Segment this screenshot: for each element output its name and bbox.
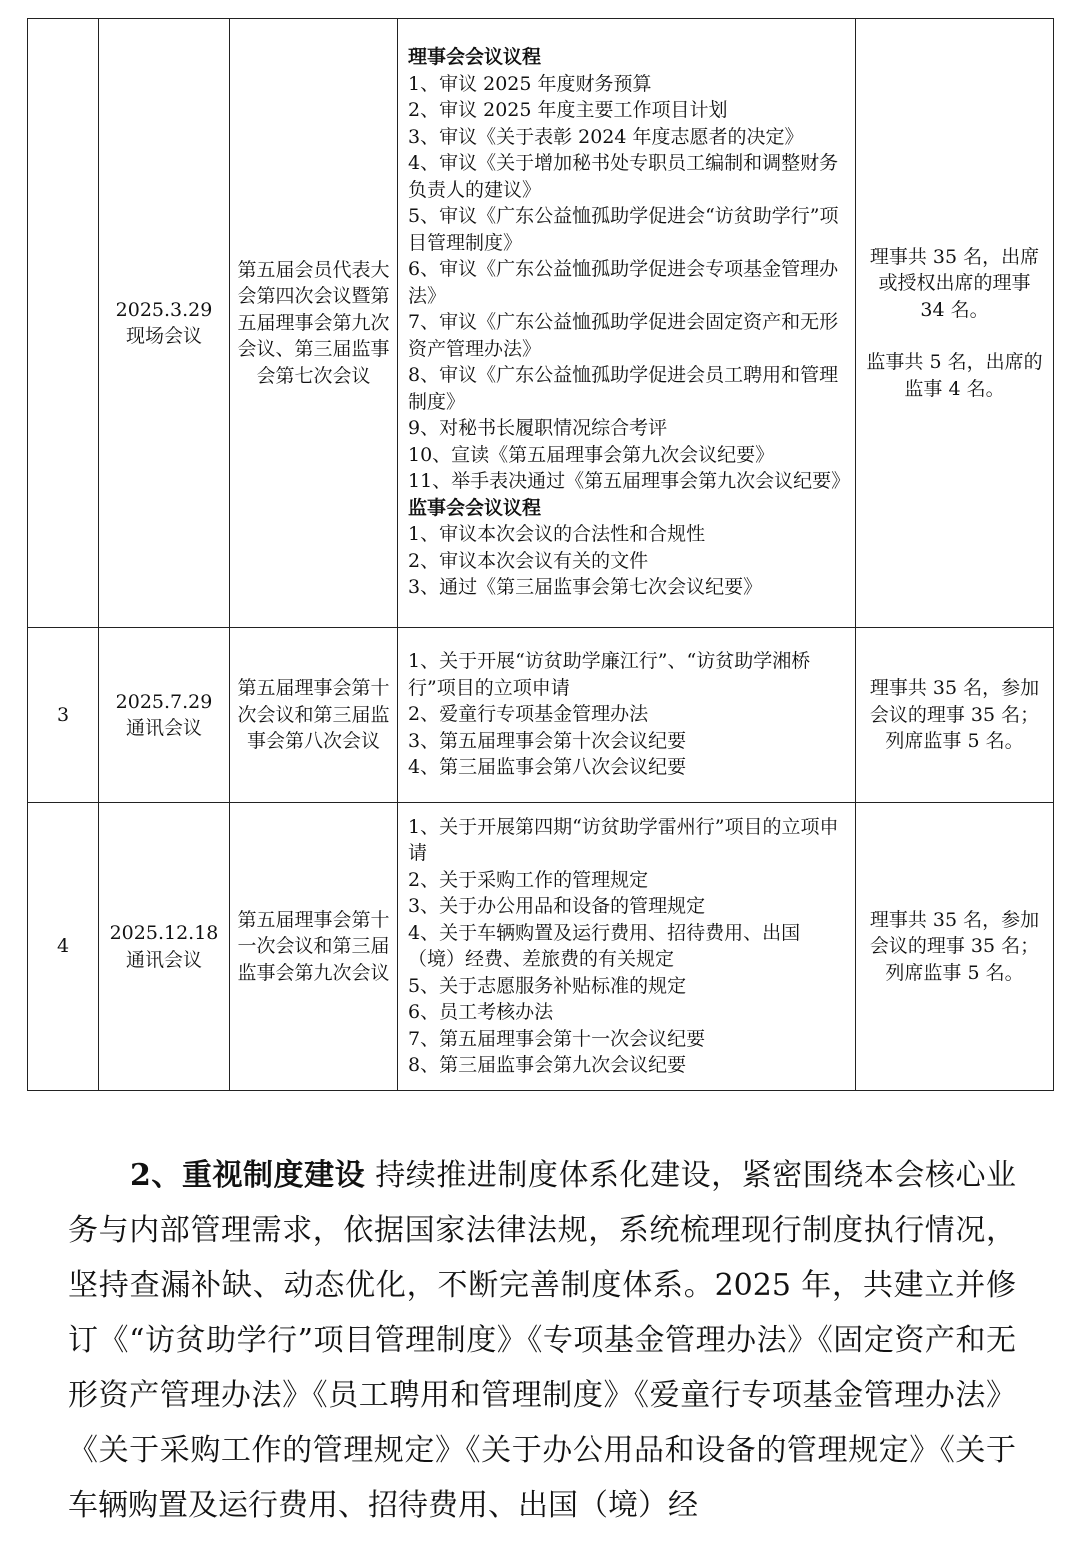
agenda-item: 5、审议《广东公益恤孤助学促进会“访贫助学行”项目管理制度》 — [408, 205, 839, 254]
meeting-name: 第五届会员代表大会第四次会议暨第五届理事会第九次会议、第三届监事会第七次会议 — [230, 19, 398, 628]
agenda-item: 3、关于办公用品和设备的管理规定 — [408, 895, 706, 917]
agenda-item: 9、对秘书长履职情况综合考评 — [408, 417, 668, 440]
table-row — [28, 628, 1054, 803]
agenda-item: 3、第五届理事会第十次会议纪要 — [408, 729, 687, 752]
meeting-date-cell — [99, 628, 230, 803]
attendance-text: 理事共 35 名，参加会议的理事 35 名；列席监事 5 名。 — [869, 677, 1040, 753]
agenda-item: 3、审议《关于表彰 2024 年度志愿者的决定》 — [408, 125, 804, 148]
agenda-item: 1、关于开展第四期“访贫助学雷州行”项目的立项申请 — [408, 815, 839, 864]
table-row — [28, 803, 1054, 1091]
meeting-date-cell — [99, 19, 230, 628]
agenda-cell — [398, 19, 856, 628]
table-row — [28, 19, 1054, 628]
meeting-date: 2025.7.29 — [115, 690, 213, 713]
agenda-item: 6、员工考核办法 — [408, 1001, 554, 1023]
agenda-item: 3、通过《第三届监事会第七次会议纪要》 — [408, 576, 763, 599]
agenda-item: 10、宣读《第五届理事会第九次会议纪要》 — [408, 443, 775, 466]
agenda-heading: 理事会会议议程 — [408, 46, 542, 69]
agenda-item: 4、审议《关于增加秘书处专职员工编制和调整财务负责人的建议》 — [408, 152, 839, 201]
section-paragraph — [68, 1148, 1016, 1533]
agenda-item: 4、第三届监事会第八次会议纪要 — [408, 756, 687, 779]
agenda-item: 8、第三届监事会第九次会议纪要 — [408, 1054, 687, 1076]
agenda-item: 11、举手表决通过《第五届理事会第九次会议纪要》 — [408, 470, 851, 493]
meeting-name: 第五届理事会第十次会议和第三届监事会第八次会议 — [230, 628, 398, 803]
agenda-item: 5、关于志愿服务补贴标准的规定 — [408, 974, 687, 997]
row-index: 3 — [28, 628, 99, 803]
row-index — [28, 19, 99, 628]
agenda-item: 6、审议《广东公益恤孤助学促进会专项基金管理办法》 — [408, 258, 839, 307]
agenda-item: 2、关于采购工作的管理规定 — [408, 868, 649, 891]
section-spacer — [365, 1158, 375, 1193]
meetings-table — [27, 18, 1054, 1091]
meeting-date: 2025.12.18 — [109, 922, 219, 944]
agenda-item: 7、第五届理事会第十一次会议纪要 — [408, 1027, 706, 1050]
agenda-item: 4、关于车辆购置及运行费用、招待费用、出国（境）经费、差旅费的有关规定 — [408, 921, 801, 970]
section-body: 持续推进制度体系化建设，紧密围绕本会核心业务与内部管理需求，依据国家法律法规，系统梳理现行制度执行情况，坚持查漏补缺、动态优化，不断完善制度体系。2025 年，共建立并修订《“访贫助学行”项目管理制度》《专项基金管理办法》《固定资产和无形资产管理办法》《员工聘用和管理制度》《爱童行专项基金管理办法》《关于采购工作的管理规定》《关于办公用品和设备的管理规定》《关于车辆购置及运行费用、招待费用、出国（境）经 — [68, 1158, 1016, 1523]
agenda-item: 1、关于开展“访贫助学廉江行”、“访贫助学湘桥行”项目的立项申请 — [408, 650, 811, 699]
agenda-item: 1、审议本次会议的合法性和合规性 — [408, 523, 706, 546]
row-index: 4 — [28, 803, 99, 1091]
attendance-cell — [856, 628, 1054, 803]
agenda-item: 2、爱童行专项基金管理办法 — [408, 703, 649, 726]
attendance-text: 监事共 5 名，出席的监事 4 名。 — [866, 351, 1043, 400]
meeting-type: 通讯会议 — [125, 948, 202, 971]
agenda-item: 2、审议 2025 年度主要工作项目计划 — [408, 99, 728, 122]
agenda-item: 1、审议 2025 年度财务预算 — [408, 72, 652, 95]
attendance-spacer — [864, 323, 1045, 349]
agenda-cell — [398, 628, 856, 803]
meeting-type: 现场会议 — [125, 325, 202, 347]
meeting-type: 通讯会议 — [125, 717, 202, 739]
agenda-cell — [398, 803, 856, 1091]
attendance-text: 理事共 35 名，参加会议的理事 35 名；列席监事 5 名。 — [869, 908, 1040, 984]
attendance-text: 理事共 35 名，出席或授权出席的理事 34 名。 — [869, 245, 1040, 321]
meeting-name: 第五届理事会第十一次会议和第三届监事会第九次会议 — [230, 803, 398, 1091]
agenda-item: 2、审议本次会议有关的文件 — [408, 549, 649, 572]
meeting-date-cell — [99, 803, 230, 1091]
attendance-cell — [856, 19, 1054, 628]
meeting-date: 2025.3.29 — [115, 298, 213, 321]
agenda-item: 7、审议《广东公益恤孤助学促进会固定资产和无形资产管理办法》 — [408, 311, 839, 360]
section-heading: 2、重视制度建设 — [130, 1158, 366, 1193]
agenda-item: 8、审议《广东公益恤孤助学促进会员工聘用和管理制度》 — [408, 364, 839, 413]
attendance-cell — [856, 803, 1054, 1091]
agenda-heading: 监事会会议议程 — [408, 496, 542, 519]
